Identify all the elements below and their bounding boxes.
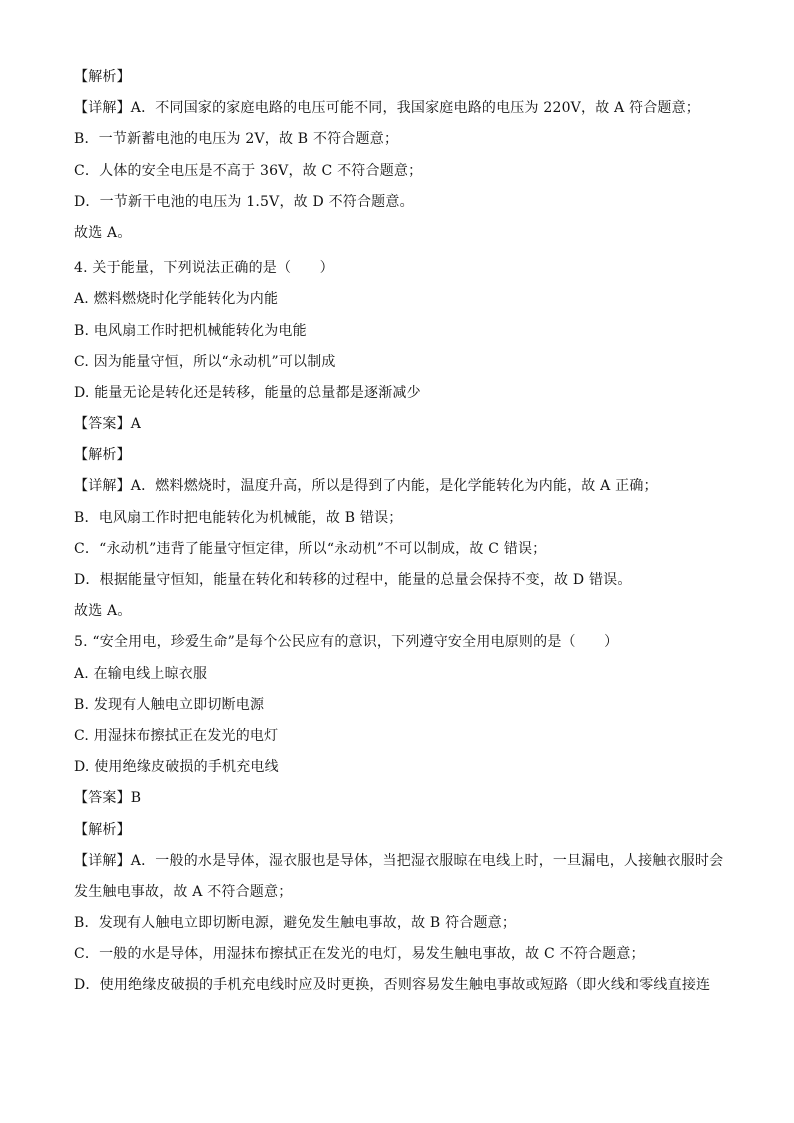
q4-option-c: C. 因为能量守恒，所以“永动机”可以制成: [74, 353, 336, 370]
q4-analysis-header: 【解析】: [74, 447, 131, 464]
q4-detail-b: B．电风扇工作时把电能转化为机械能，故 B 错误；: [74, 509, 403, 526]
q5-detail-c: C．一般的水是导体，用湿抹布擦拭正在发光的电灯，易发生触电事故，故 C 不符合题意；: [74, 946, 645, 963]
q5-detail-d: D．使用绝缘皮破损的手机充电线时应及时更换，否则容易发生触电事故或短路（即火线和零线直接连: [74, 977, 711, 994]
q3-detail-c: C．人体的安全电压是不高于 36V，故 C 不符合题意；: [74, 162, 423, 179]
q3-conclusion: 故选 A。: [74, 224, 132, 241]
q4-option-b: B. 电风扇工作时把机械能转化为电能: [74, 322, 307, 339]
q4-conclusion: 故选 A。: [74, 603, 132, 620]
q5-option-a: A. 在输电线上晾衣服: [74, 665, 208, 682]
q5-detail-a-line1: 【详解】A．一般的水是导体，湿衣服也是导体，当把湿衣服晾在电线上时，一旦漏电，人接触衣服时会: [74, 852, 724, 869]
q5-stem: 5. “安全用电，珍爱生命”是每个公民应有的意识，下列遵守安全用电原则的是（ ）: [74, 634, 619, 651]
q5-analysis-header: 【解析】: [74, 821, 131, 838]
q4-detail-d: D．根据能量守恒知，能量在转化和转移的过程中，能量的总量会保持不变，故 D 错误。: [74, 572, 632, 588]
q4-option-a: A. 燃料燃烧时化学能转化为内能: [74, 291, 279, 308]
q5-option-c: C. 用湿抹布擦拭正在发光的电灯: [74, 727, 279, 744]
q5-detail-b: B．发现有人触电立即切断电源，避免发生触电事故，故 B 符合题意；: [74, 915, 517, 932]
q5-answer: 【答案】B: [74, 790, 142, 807]
q5-option-d: D. 使用绝缘皮破损的手机充电线: [74, 759, 279, 776]
q4-option-d: D. 能量无论是转化还是转移，能量的总量都是逐渐减少: [74, 384, 421, 401]
q4-answer: 【答案】A: [74, 416, 142, 433]
q5-detail-a-line2: 发生触电事故，故 A 不符合题意；: [74, 883, 293, 900]
q3-analysis-header: 【解析】: [74, 69, 131, 85]
q4-detail-c: C．“永动机”违背了能量守恒定律，所以“永动机”不可以制成，故 C 错误；: [74, 540, 547, 557]
q3-detail-a: 【详解】A．不同国家的家庭电路的电压可能不同，我国家庭电路的电压为 220V，故 A 符合题意；: [74, 100, 701, 117]
q4-detail-a: 【详解】A．燃料燃烧时，温度升高，所以是得到了内能，是化学能转化为内能，故 A 正确；: [74, 478, 658, 495]
document-content: [74, 62, 734, 1002]
q3-detail-b: B．一节新蓄电池的电压为 2V，故 B 不符合题意；: [74, 131, 399, 148]
q3-detail-d: D．一节新干电池的电压为 1.5V，故 D 不符合题意。: [74, 193, 414, 210]
q4-stem: 4. 关于能量，下列说法正确的是（ ）: [74, 260, 334, 277]
q5-option-b: B. 发现有人触电立即切断电源: [74, 696, 265, 713]
